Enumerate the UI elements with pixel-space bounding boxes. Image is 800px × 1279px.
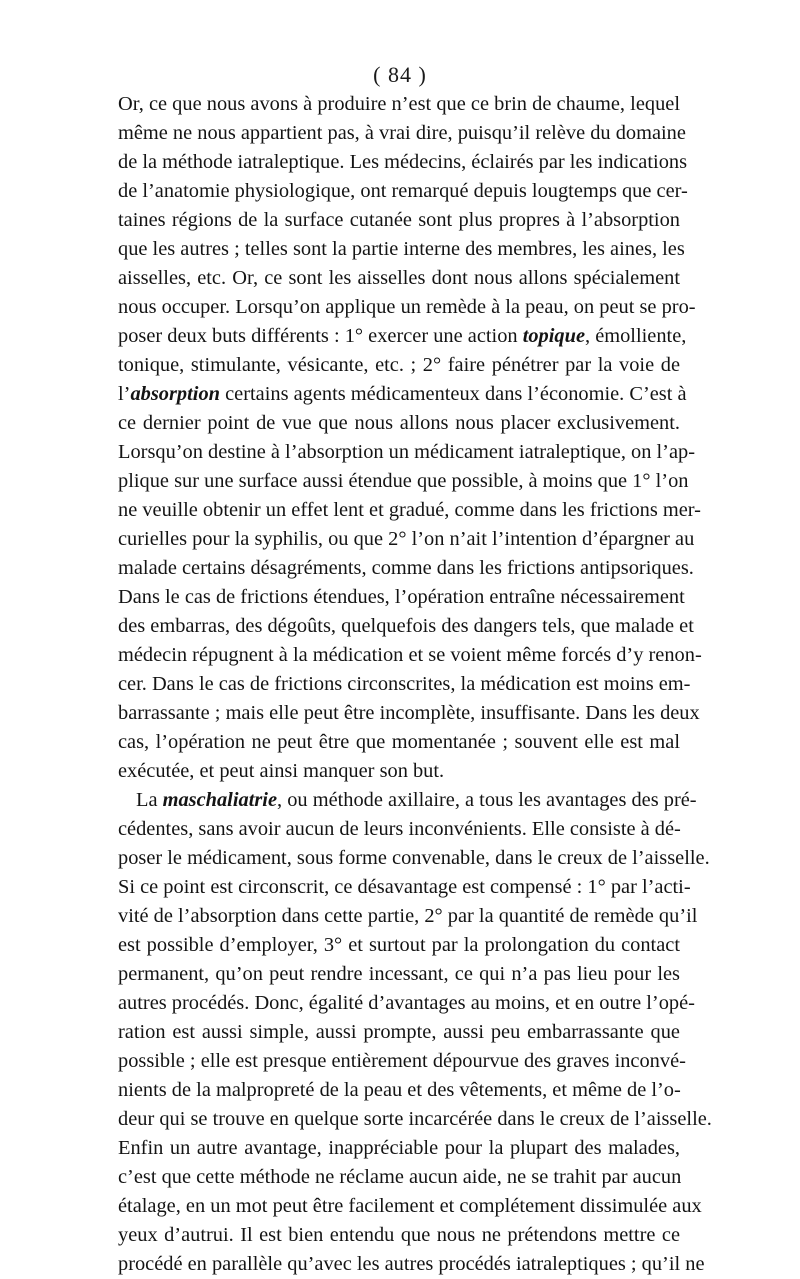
text-line	[118, 525, 695, 554]
text-segment: cédentes, sans avoir aucun de leurs inconvénients. Elle consiste à dé-	[118, 818, 681, 840]
text-line	[118, 583, 685, 612]
text-segment: est possible d’employer, 3° et surtout par la prolongation du contact	[118, 934, 680, 956]
text-line	[118, 90, 680, 119]
text-segment: malade certains désagréments, comme dans les frictions antipsoriques.	[118, 557, 694, 579]
text-line	[118, 1105, 712, 1134]
text-segment: de la méthode iatraleptique. Les médecins, éclairés par les indications	[118, 151, 688, 173]
text-segment: , émolliente,	[585, 325, 687, 347]
text-segment: que les autres ; telles sont la partie interne des membres, les aines, les	[118, 238, 685, 260]
text-segment: aisselles, etc. Or, ce sont les aisselles dont nous allons spécialement	[118, 267, 680, 289]
text-segment: étalage, en un mot peut être facilement et complétement dissimulée aux	[118, 1195, 702, 1217]
text-segment: ration est aussi simple, aussi prompte, aussi peu embarrassante que	[118, 1021, 680, 1043]
text-line	[118, 844, 710, 873]
text-line	[118, 148, 688, 177]
text-line	[118, 467, 689, 496]
text-line	[118, 989, 695, 1018]
text-segment: nients de la malpropreté de la peau et des vêtements, et même de l’o-	[118, 1079, 681, 1101]
text-line	[118, 1163, 680, 1192]
text-line	[118, 815, 680, 844]
text-line	[118, 1221, 680, 1250]
text-line	[118, 960, 680, 989]
text-line	[118, 728, 680, 757]
text-line	[118, 264, 680, 293]
text-segment: Enfin un autre avantage, inappréciable pour la plupart des malades,	[118, 1137, 680, 1159]
text-line	[118, 293, 696, 322]
text-segment: deur qui se trouve en quelque sorte incarcérée dans le creux de l’aisselle.	[118, 1108, 712, 1130]
text-segment: , ou méthode axillaire, a tous les avantages des pré-	[277, 789, 697, 811]
text-segment: médecin répugnent à la médication et se voient même forcés d’y renon-	[118, 644, 702, 666]
text-segment: plique sur une surface aussi étendue que possible, à moins que 1° l’on	[118, 470, 689, 492]
text-segment: Or, ce que nous avons à produire n’est que ce brin de chaume, lequel	[118, 93, 680, 115]
text-segment: barrassante ; mais elle peut être incomplète, insuffisante. Dans les deux	[118, 702, 700, 724]
text-line	[118, 177, 688, 206]
text-line	[118, 902, 698, 931]
text-segment: certains agents médicamenteux dans l’économie. C’est à	[220, 383, 687, 405]
page-number: ( 84 )	[373, 62, 427, 87]
text-line	[118, 931, 680, 960]
paragraph	[118, 786, 712, 1279]
text-segment: possible ; elle est presque entièrement dépourvue des graves inconvé-	[118, 1050, 686, 1072]
text-segment: permanent, qu’on peut rendre incessant, ce qui n’a pas lieu pour les	[118, 963, 680, 985]
text-segment: cer. Dans le cas de frictions circonscrites, la médication est moins em-	[118, 673, 691, 695]
text-segment: ne veuille obtenir un effet lent et gradué, comme dans les frictions mer-	[118, 499, 701, 521]
text-segment: Si ce point est circonscrit, ce désavantage est compensé : 1° par l’acti-	[118, 876, 691, 898]
text-segment: c’est que cette méthode ne réclame aucun aide, ne se trahit par aucun	[118, 1166, 682, 1188]
text-segment: l’	[118, 383, 131, 405]
text-segment: tonique, stimulante, vésicante, etc. ; 2° faire pénétrer par la voie de	[118, 354, 680, 376]
emphasized-term: topique	[522, 325, 585, 347]
text-line	[118, 119, 686, 148]
text-segment: Dans le cas de frictions étendues, l’opération entraîne nécessairement	[118, 586, 685, 608]
text-segment: nous occuper. Lorsqu’on applique un remède à la peau, on peut se pro-	[118, 296, 696, 318]
text-line	[118, 786, 697, 815]
text-line	[118, 1250, 705, 1279]
text-segment: yeux d’autrui. Il est bien entendu que nous ne prétendons mettre ce	[118, 1224, 680, 1246]
text-line	[118, 322, 687, 351]
text-segment: des embarras, des dégoûts, quelquefois des dangers tels, que malade et	[118, 615, 694, 637]
text-segment: curielles pour la syphilis, ou que 2° l’on n’ait l’intention d’épargner au	[118, 528, 695, 550]
text-segment: poser le médicament, sous forme convenable, dans le creux de l’aisselle.	[118, 847, 710, 869]
emphasized-term: absorption	[130, 383, 220, 405]
text-line	[118, 1047, 686, 1076]
text-segment: de l’anatomie physiologique, ont remarqué depuis lougtemps que cer-	[118, 180, 688, 202]
text-segment: La	[136, 789, 163, 811]
text-line	[118, 1076, 680, 1105]
text-line	[118, 496, 701, 525]
text-line	[118, 873, 691, 902]
text-segment: vité de l’absorption dans cette partie, 2° par la quantité de remède qu’il	[118, 905, 698, 927]
text-line	[118, 438, 695, 467]
paragraph	[118, 90, 702, 786]
text-segment: taines régions de la surface cutanée sont plus propres à l’absorption	[118, 209, 680, 231]
text-line	[118, 641, 702, 670]
text-line	[118, 1018, 680, 1047]
text-segment: procédé en parallèle qu’avec les autres procédés iatraleptiques ; qu’il ne	[118, 1253, 705, 1275]
text-line	[118, 699, 700, 728]
text-segment: exécutée, et peut ainsi manquer son but.	[118, 760, 445, 782]
text-segment: Lorsqu’on destine à l’absorption un médicament iatraleptique, on l’ap-	[118, 441, 695, 463]
text-line	[118, 757, 680, 786]
body-text	[118, 90, 712, 1279]
text-segment: poser deux buts différents : 1° exercer une action	[118, 325, 523, 347]
text-line	[118, 380, 687, 409]
text-line	[118, 1134, 680, 1163]
text-line	[118, 409, 680, 438]
text-line	[118, 612, 694, 641]
text-line	[118, 1192, 702, 1221]
text-segment: cas, l’opération ne peut être que momentanée ; souvent elle est mal	[118, 731, 680, 753]
text-line	[118, 670, 691, 699]
text-segment: même ne nous appartient pas, à vrai dire, puisqu’il relève du domaine	[118, 122, 686, 144]
text-line	[118, 351, 680, 380]
text-line	[118, 235, 685, 264]
text-line	[118, 554, 694, 583]
emphasized-term: maschaliatrie	[162, 789, 278, 811]
text-segment: autres procédés. Donc, égalité d’avantages au moins, et en outre l’opé-	[118, 992, 695, 1014]
text-segment: ce dernier point de vue que nous allons nous placer exclusivement.	[118, 412, 680, 434]
text-line	[118, 206, 680, 235]
